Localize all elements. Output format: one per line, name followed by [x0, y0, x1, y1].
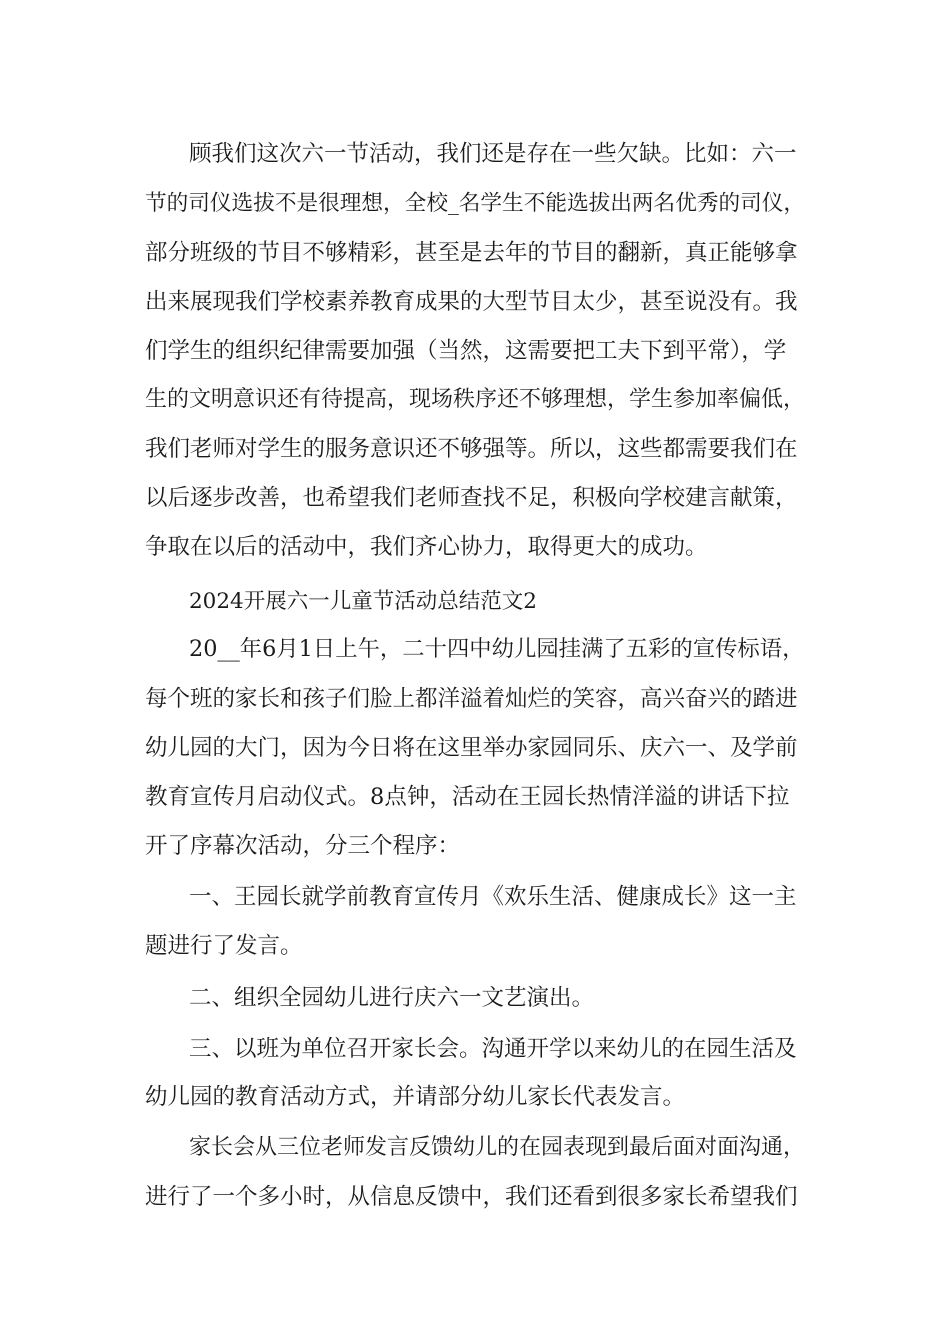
paragraph-line: 每个班的家长和孩子们脸上都洋溢着灿烂的笑容，高兴奋兴的踏进 [145, 686, 798, 712]
paragraph-line: 以后逐步改善，也希望我们老师查找不足，积极向学校建言献策， [145, 485, 798, 511]
paragraph-line: 20__年6月1日上午，二十四中幼儿园挂满了五彩的宣传标语， [189, 636, 805, 662]
paragraph-line: 家长会从三位老师发言反馈幼儿的在园表现到最后面对面沟通， [189, 1135, 806, 1160]
paragraph-line: 二、组织全园幼儿进行庆六一文艺演出。 [189, 985, 595, 1011]
section-title: 2024开展六一儿童节活动总结范文2 [189, 589, 537, 614]
paragraph-line: 题进行了发言。 [145, 933, 303, 959]
paragraph-line: 生的文明意识还有待提高，现场秩序还不够理想，学生参加率偏低， [145, 387, 806, 412]
paragraph-line: 们学生的组织纪律需要加强（当然，这需要把工夫下到平常），学 [145, 338, 787, 364]
paragraph-line: 一、王园长就学前教育宣传月《欢乐生活、健康成长》这一主 [189, 884, 797, 910]
paragraph-line: 顾我们这次六一节活动，我们还是存在一些欠缺。比如：六一 [189, 141, 797, 167]
paragraph-line: 出来展现我们学校素养教育成果的大型节目太少，甚至说没有。我 [145, 289, 798, 315]
paragraph-line: 教育宣传月启动仪式。8点钟，活动在王园长热情洋溢的讲话下拉 [145, 784, 790, 810]
paragraph-line: 三、以班为单位召开家长会。沟通开学以来幼儿的在园生活及 [189, 1036, 797, 1062]
paragraph-line: 进行了一个多小时，从信息反馈中，我们还看到很多家长希望我们 [145, 1184, 798, 1210]
paragraph-line: 争取在以后的活动中，我们齐心协力，取得更大的成功。 [145, 534, 708, 560]
paragraph-line: 幼儿园的大门，因为今日将在这里举办家园同乐、庆六一、及学前 [145, 735, 798, 761]
paragraph-line: 幼儿园的教育活动方式，并请部分幼儿家长代表发言。 [145, 1084, 686, 1110]
paragraph-line: 部分班级的节目不够精彩，甚至是去年的节目的翻新，真正能够拿 [145, 240, 798, 266]
paragraph-line: 节的司仪选拔不是很理想，全校_名学生不能选拔出两名优秀的司仪， [145, 191, 806, 216]
paragraph-line: 开了序幕次活动，分三个程序： [145, 833, 461, 859]
paragraph-line: 我们老师对学生的服务意识还不够强等。所以，这些都需要我们在 [145, 436, 798, 462]
